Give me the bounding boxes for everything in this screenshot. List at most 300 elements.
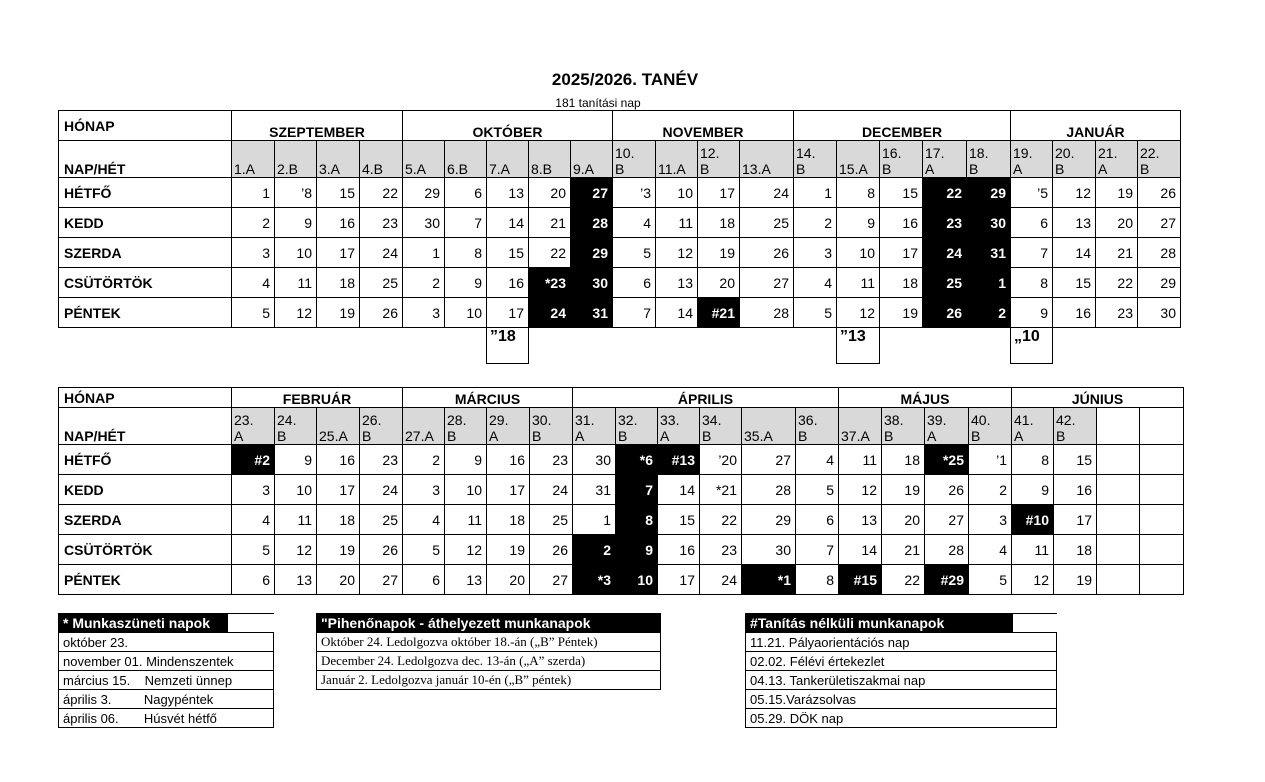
day-cell: 4 [232, 505, 275, 535]
day-cell: 25 [360, 268, 403, 298]
day-cell: 28 [571, 208, 613, 238]
day-cell: 6 [796, 505, 839, 535]
day-name: KEDD [59, 475, 232, 505]
day-cell: 17 [487, 475, 530, 505]
day-cell: 10 [837, 238, 880, 268]
day-cell: 27 [742, 445, 796, 475]
calendar-second-semester [58, 387, 1184, 595]
week-cell: 23. A [232, 408, 275, 445]
day-cell: 30 [742, 535, 796, 565]
month-name: MÁRCIUS [403, 388, 573, 408]
day-cell: 3 [232, 475, 275, 505]
day-cell: 27 [571, 178, 613, 208]
week-cell: 30. B [530, 408, 573, 445]
week-cell: 41. A [1012, 408, 1054, 445]
legend-item: Január 2. Ledolgozva január 10-én („B” péntek) [317, 671, 661, 690]
day-cell: 4 [794, 268, 837, 298]
day-cell: 9 [616, 535, 658, 565]
day-cell: 18 [317, 505, 360, 535]
month-header-label: HÓNAP [59, 388, 232, 408]
legend-item: 11.21. Pályaorientációs nap [746, 633, 1057, 652]
day-cell: 23 [360, 445, 403, 475]
day-cell: *1 [742, 565, 796, 595]
day-cell: 8 [796, 565, 839, 595]
day-cell: 11 [656, 208, 698, 238]
day-cell: 17 [317, 475, 360, 505]
month-name: ÁPRILIS [573, 388, 839, 408]
day-cell: 9 [1011, 298, 1053, 328]
day-cell: #15 [839, 565, 882, 595]
day-cell: 3 [794, 238, 837, 268]
day-cell: 22 [1096, 268, 1138, 298]
day-cell: 24 [360, 238, 403, 268]
day-cell: 2 [403, 268, 445, 298]
day-cell: 23 [530, 445, 573, 475]
day-cell: 24 [700, 565, 742, 595]
day-cell: 5 [796, 475, 839, 505]
day-cell: 30 [967, 208, 1011, 238]
day-name: HÉTFŐ [59, 178, 232, 208]
legend-item: március 15. Nemzeti ünnep [59, 671, 274, 690]
day-cell: 10 [275, 238, 317, 268]
day-cell: 13 [839, 505, 882, 535]
day-cell: 5 [613, 238, 656, 268]
day-cell: 11 [275, 505, 317, 535]
day-cell: 15 [317, 178, 360, 208]
month-header-label: HÓNAP [59, 111, 232, 141]
week-cell: 38. B [882, 408, 925, 445]
legend-item: 02.02. Félévi értekezlet [746, 652, 1057, 671]
day-cell: 7 [796, 535, 839, 565]
week-cell: 42. B [1054, 408, 1097, 445]
page-subtitle: 181 tanítási nap [555, 96, 641, 110]
day-cell: 15 [658, 505, 700, 535]
day-cell [1097, 565, 1140, 595]
day-cell: #10 [1012, 505, 1054, 535]
day-name: CSÜTÖRTÖK [59, 535, 232, 565]
day-cell: 3 [403, 298, 445, 328]
week-cell: 2.B [275, 141, 317, 178]
day-cell: 11 [837, 268, 880, 298]
day-cell: 18 [1054, 535, 1097, 565]
day-cell: #21 [698, 298, 740, 328]
day-cell: 19 [317, 535, 360, 565]
day-name: SZERDA [59, 505, 232, 535]
week-cell: 4.B [360, 141, 403, 178]
day-cell: 6 [232, 565, 275, 595]
week-cell: 19. A [1011, 141, 1053, 178]
day-cell: 19 [880, 298, 923, 328]
day-cell: 2 [969, 475, 1012, 505]
week-header-label: NAP/HÉT [59, 141, 232, 178]
day-cell: 20 [317, 565, 360, 595]
day-cell: 24 [530, 475, 573, 505]
day-cell: 25 [530, 505, 573, 535]
day-cell: 27 [360, 565, 403, 595]
day-cell: 10 [656, 178, 698, 208]
legend-item: április 06. Húsvét hétfő [59, 709, 274, 728]
week-cell: 14. B [794, 141, 837, 178]
week-cell: 13.A [740, 141, 794, 178]
day-cell: *21 [700, 475, 742, 505]
day-cell: 11 [445, 505, 487, 535]
day-cell: 30 [403, 208, 445, 238]
day-cell: 14 [1053, 238, 1096, 268]
month-name: MÁJUS [839, 388, 1012, 408]
day-cell [1097, 445, 1140, 475]
day-cell: 20 [487, 565, 530, 595]
day-cell: 14 [487, 208, 529, 238]
day-cell: 5 [969, 565, 1012, 595]
week-cell: 28. B [445, 408, 487, 445]
day-cell: 13 [487, 178, 529, 208]
day-cell: 13 [275, 565, 317, 595]
day-cell: ’3 [613, 178, 656, 208]
day-cell: 4 [969, 535, 1012, 565]
day-cell: 27 [925, 505, 969, 535]
week-cell: 11.A [656, 141, 698, 178]
day-cell: 17 [698, 178, 740, 208]
day-cell: 8 [1011, 268, 1053, 298]
day-cell: 16 [317, 208, 360, 238]
day-cell: ’8 [275, 178, 317, 208]
makeup-day-oct: ”18 [487, 328, 529, 364]
legend-restdays [316, 613, 661, 690]
day-cell: 2 [967, 298, 1011, 328]
day-cell: 29 [967, 178, 1011, 208]
day-cell: 23 [923, 208, 967, 238]
day-cell: 12 [275, 298, 317, 328]
day-cell [1140, 535, 1184, 565]
day-cell: 19 [882, 475, 925, 505]
day-cell: 12 [445, 535, 487, 565]
day-cell: 8 [837, 178, 880, 208]
day-cell: 26 [360, 298, 403, 328]
day-cell: 10 [445, 475, 487, 505]
day-cell: 1 [573, 505, 616, 535]
day-cell: 4 [796, 445, 839, 475]
month-name: OKTÓBER [403, 111, 613, 141]
week-cell: 32. B [616, 408, 658, 445]
day-cell: 23 [1096, 298, 1138, 328]
day-cell: 5 [403, 535, 445, 565]
day-cell: 18 [698, 208, 740, 238]
day-cell: 2 [403, 445, 445, 475]
day-cell: #2 [232, 445, 275, 475]
day-cell: 28 [1138, 238, 1181, 268]
day-name: PÉNTEK [59, 565, 232, 595]
day-cell [1140, 475, 1184, 505]
makeup-day-jan: „10 [1011, 328, 1053, 364]
day-cell: 30 [571, 268, 613, 298]
day-cell [1140, 505, 1184, 535]
week-header-label: NAP/HÉT [59, 408, 232, 445]
day-cell: 10 [616, 565, 658, 595]
day-cell: 12 [1053, 178, 1096, 208]
makeup-day-dec: ”13 [837, 328, 880, 364]
day-cell: 18 [882, 445, 925, 475]
month-name: SZEPTEMBER [232, 111, 403, 141]
week-cell: 20. B [1053, 141, 1096, 178]
day-cell: 18 [880, 268, 923, 298]
day-cell: 28 [740, 298, 794, 328]
day-cell: 19 [487, 535, 530, 565]
day-cell: 26 [530, 535, 573, 565]
day-cell: 23 [360, 208, 403, 238]
legend-item: 05.29. DÖK nap [746, 709, 1057, 728]
day-cell: *3 [573, 565, 616, 595]
day-cell: 29 [403, 178, 445, 208]
week-cell: 22. B [1138, 141, 1181, 178]
day-cell: 21 [1096, 238, 1138, 268]
week-cell: 24. B [275, 408, 317, 445]
day-cell: 25 [740, 208, 794, 238]
day-cell: 9 [275, 208, 317, 238]
legend-item: november 01. Mindenszentek [59, 652, 274, 671]
week-cell: 1.A [232, 141, 275, 178]
day-cell: 6 [403, 565, 445, 595]
week-cell: 37.A [839, 408, 882, 445]
day-cell: *6 [616, 445, 658, 475]
day-cell: 17 [658, 565, 700, 595]
day-cell: 24 [529, 298, 571, 328]
day-cell: 7 [613, 298, 656, 328]
day-cell [1097, 535, 1140, 565]
day-cell: 4 [403, 505, 445, 535]
week-cell: 25.A [317, 408, 360, 445]
legend-item: Október 24. Ledolgozva október 18.-án („B” Péntek) [317, 633, 661, 652]
day-cell: 14 [656, 298, 698, 328]
day-cell: 13 [445, 565, 487, 595]
day-cell: 22 [360, 178, 403, 208]
day-cell: 6 [445, 178, 487, 208]
day-cell: 10 [275, 475, 317, 505]
month-name: FEBRUÁR [232, 388, 403, 408]
day-cell: 16 [487, 268, 529, 298]
week-cell: 29. A [487, 408, 530, 445]
day-cell: 22 [882, 565, 925, 595]
week-cell: 8.B [529, 141, 571, 178]
day-cell: 21 [882, 535, 925, 565]
week-cell: 12. B [698, 141, 740, 178]
month-name: DECEMBER [794, 111, 1011, 141]
day-cell: 1 [232, 178, 275, 208]
day-cell: 28 [742, 475, 796, 505]
day-cell: 9 [275, 445, 317, 475]
day-cell: 31 [571, 298, 613, 328]
day-cell: 1 [403, 238, 445, 268]
day-cell: 24 [740, 178, 794, 208]
day-cell: 15 [880, 178, 923, 208]
day-name: HÉTFŐ [59, 445, 232, 475]
day-cell: 26 [740, 238, 794, 268]
day-cell: #13 [658, 445, 700, 475]
week-cell: 31. A [573, 408, 616, 445]
day-cell: 5 [232, 298, 275, 328]
day-cell: 7 [1011, 238, 1053, 268]
day-cell: 30 [573, 445, 616, 475]
week-cell: 18. B [967, 141, 1011, 178]
legend-item: április 3. Nagypéntek [59, 690, 274, 709]
day-name: PÉNTEK [59, 298, 232, 328]
week-cell: 15.A [837, 141, 880, 178]
month-name: NOVEMBER [613, 111, 794, 141]
day-cell: 9 [1012, 475, 1054, 505]
day-cell: 8 [1012, 445, 1054, 475]
day-cell: 12 [275, 535, 317, 565]
day-cell: 4 [232, 268, 275, 298]
day-cell: 3 [969, 505, 1012, 535]
day-cell: 24 [923, 238, 967, 268]
day-cell: 9 [445, 445, 487, 475]
day-cell: *25 [925, 445, 969, 475]
day-cell: 18 [487, 505, 530, 535]
day-cell: 20 [1096, 208, 1138, 238]
week-cell: 10. B [613, 141, 656, 178]
week-cell: 7.A [487, 141, 529, 178]
day-cell: 4 [613, 208, 656, 238]
day-cell: 6 [613, 268, 656, 298]
week-cell: 5.A [403, 141, 445, 178]
legend-item: 04.13. Tankerületiszakmai nap [746, 671, 1057, 690]
day-cell [1097, 505, 1140, 535]
day-cell: 5 [794, 298, 837, 328]
day-cell: 13 [1053, 208, 1096, 238]
day-name: SZERDA [59, 238, 232, 268]
day-cell: 16 [1053, 298, 1096, 328]
day-cell: 17 [317, 238, 360, 268]
day-cell: 31 [967, 238, 1011, 268]
week-cell: 3.A [317, 141, 360, 178]
week-cell: 39. A [925, 408, 969, 445]
day-cell: 31 [573, 475, 616, 505]
day-cell: 15 [1053, 268, 1096, 298]
legend-workdays [745, 613, 1057, 728]
week-cell: 40. B [969, 408, 1012, 445]
day-cell: 15 [487, 238, 529, 268]
day-cell: 25 [923, 268, 967, 298]
day-cell: 29 [1138, 268, 1181, 298]
day-cell: 30 [1138, 298, 1181, 328]
legend-item: December 24. Ledolgozva dec. 13-án („A” szerda) [317, 652, 661, 671]
week-cell: 27.A [403, 408, 445, 445]
day-name: CSÜTÖRTÖK [59, 268, 232, 298]
day-cell: 20 [529, 178, 571, 208]
day-cell: 29 [742, 505, 796, 535]
legend-workdays-title: #Tanítás nélküli munkanapok [746, 614, 1013, 633]
day-cell: 6 [1011, 208, 1053, 238]
day-cell: 16 [658, 535, 700, 565]
week-cell [1097, 408, 1140, 445]
day-cell: 19 [1096, 178, 1138, 208]
day-cell: 3 [232, 238, 275, 268]
day-cell: 1 [794, 178, 837, 208]
day-cell: 12 [837, 298, 880, 328]
legend-restdays-title: "Pihenőnapok - áthelyezett munkanapok [317, 614, 661, 633]
day-cell: 24 [360, 475, 403, 505]
day-cell: 5 [232, 535, 275, 565]
day-cell: 15 [1054, 445, 1097, 475]
day-cell: 16 [317, 445, 360, 475]
day-cell: 26 [923, 298, 967, 328]
day-cell: 17 [880, 238, 923, 268]
day-cell: 14 [658, 475, 700, 505]
day-cell: 19 [698, 238, 740, 268]
day-cell: 20 [698, 268, 740, 298]
day-cell: 10 [445, 298, 487, 328]
day-cell: 25 [360, 505, 403, 535]
day-cell: 26 [925, 475, 969, 505]
month-name: JÚNIUS [1012, 388, 1184, 408]
day-cell: 12 [839, 475, 882, 505]
day-cell: 7 [616, 475, 658, 505]
day-cell: 19 [1054, 565, 1097, 595]
week-cell: 17. A [923, 141, 967, 178]
day-cell: 26 [360, 535, 403, 565]
week-cell: 21. A [1096, 141, 1138, 178]
day-cell: 19 [317, 298, 360, 328]
day-cell: 11 [1012, 535, 1054, 565]
day-cell: 12 [1012, 565, 1054, 595]
week-cell: 6.B [445, 141, 487, 178]
day-cell: 1 [967, 268, 1011, 298]
day-cell: 22 [923, 178, 967, 208]
week-cell: 35.A [742, 408, 796, 445]
day-cell: 22 [700, 505, 742, 535]
day-cell: 14 [839, 535, 882, 565]
day-cell: ’1 [969, 445, 1012, 475]
day-cell: 27 [740, 268, 794, 298]
day-cell: 29 [571, 238, 613, 268]
day-cell: 21 [529, 208, 571, 238]
day-cell: 27 [530, 565, 573, 595]
day-cell: ’20 [700, 445, 742, 475]
day-cell: 27 [1138, 208, 1181, 238]
legend-holidays [58, 613, 274, 728]
day-cell: 22 [529, 238, 571, 268]
day-cell: 11 [275, 268, 317, 298]
day-cell: 16 [487, 445, 530, 475]
day-name: KEDD [59, 208, 232, 238]
week-cell: 36. B [796, 408, 839, 445]
day-cell [1097, 475, 1140, 505]
day-cell: 2 [232, 208, 275, 238]
day-cell: #29 [925, 565, 969, 595]
day-cell: 3 [403, 475, 445, 505]
week-cell: 33. A [658, 408, 700, 445]
day-cell: 20 [882, 505, 925, 535]
day-cell: 23 [700, 535, 742, 565]
week-cell [1140, 408, 1184, 445]
calendar-first-semester [58, 110, 1181, 364]
week-cell: 34. B [700, 408, 742, 445]
day-cell: 28 [925, 535, 969, 565]
page-title: 2025/2026. TANÉV [551, 70, 699, 89]
day-cell: 9 [445, 268, 487, 298]
day-cell: 12 [656, 238, 698, 268]
week-cell: 26. B [360, 408, 403, 445]
day-cell: 8 [616, 505, 658, 535]
day-cell: 2 [573, 535, 616, 565]
day-cell: 7 [445, 208, 487, 238]
day-cell [1140, 445, 1184, 475]
legend-item: 05.15.Varázsolvas [746, 690, 1057, 709]
day-cell: 16 [880, 208, 923, 238]
day-cell [1140, 565, 1184, 595]
legend-item: október 23. [59, 633, 274, 652]
day-cell: 17 [1054, 505, 1097, 535]
month-name: JANUÁR [1011, 111, 1181, 141]
